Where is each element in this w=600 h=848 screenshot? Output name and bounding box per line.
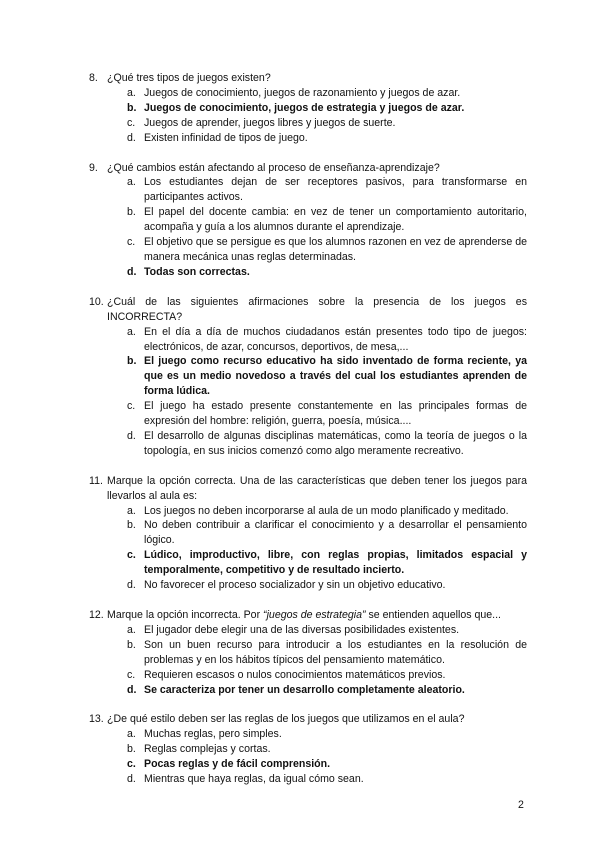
option-letter: d. <box>127 131 136 144</box>
option-c <box>89 235 527 265</box>
question-text: ¿Qué tres tipos de juegos existen? <box>107 72 271 84</box>
option-list <box>89 325 527 459</box>
option-a <box>89 325 527 355</box>
option-text: Los juegos no deben incorporarse al aula de un modo planificado y meditado. <box>144 504 509 517</box>
option-list <box>89 175 527 279</box>
option-a <box>89 727 527 742</box>
option-text: Los estudiantes dejan de ser receptores pasivos, para transformarse en participantes activos. <box>144 176 527 204</box>
option-letter: d. <box>127 683 137 696</box>
option-list <box>89 623 527 698</box>
question-number: 10. <box>89 295 104 308</box>
question-text: ¿Qué cambios están afectando al proceso de enseñanza-aprendizaje? <box>107 161 440 174</box>
option-letter: d. <box>127 265 137 278</box>
question-number: 9. <box>89 161 98 174</box>
option-text: Mientras que haya reglas, da igual cómo sean. <box>144 773 364 786</box>
question-text-start: Marque la opción incorrecta. Por <box>107 609 264 621</box>
option-b <box>89 205 527 235</box>
question-number: 13. <box>89 713 104 726</box>
option-letter: c. <box>127 549 136 562</box>
option-d <box>89 131 527 146</box>
option-c-correct <box>89 757 527 772</box>
option-d <box>89 578 527 593</box>
option-d-correct <box>89 683 527 698</box>
option-letter: d. <box>127 579 136 592</box>
question-9 <box>89 161 527 280</box>
option-letter: a. <box>127 325 136 338</box>
option-text: Juegos de conocimiento, juegos de razonamiento y juegos de azar. <box>144 86 461 99</box>
option-letter: d. <box>127 429 136 442</box>
option-text: Lúdico, improductivo, libre, con reglas propias, limitados espacial y temporalmente, competitivo y de resultado incierto. <box>144 549 527 577</box>
option-letter: c. <box>127 116 136 129</box>
option-a <box>89 86 527 101</box>
question-8 <box>89 71 527 146</box>
option-text: Juegos de conocimiento, juegos de estrategia y juegos de azar. <box>144 101 465 114</box>
option-letter: b. <box>127 206 136 219</box>
option-letter: a. <box>127 504 136 517</box>
question-number: 8. <box>89 72 98 84</box>
option-d <box>89 429 527 459</box>
option-text: No deben contribuir a clarificar el conocimiento y a desarrollar el pensamiento lógico. <box>144 519 527 547</box>
question-number: 12. <box>89 609 104 621</box>
option-a <box>89 504 527 519</box>
option-text: El juego ha estado presente constantemente en las principales formas de expresión del hombre: religión, guerra, poesía, música.... <box>144 400 527 428</box>
option-text: Pocas reglas y de fácil comprensión. <box>144 758 331 771</box>
option-text: El objetivo que se persigue es que los alumnos razonen en vez de aprenderse de manera mecánica unas reglas determinadas. <box>144 236 527 263</box>
option-letter: a. <box>127 86 136 99</box>
option-letter: b. <box>127 101 137 114</box>
question-number: 11. <box>89 474 103 487</box>
option-text: El desarrollo de algunas disciplinas matemáticas, como la teoría de juegos o la topología, en sus inicios comenzó como algo meramente recreativo. <box>144 429 527 457</box>
option-b <box>89 638 527 668</box>
option-letter: c. <box>127 668 136 681</box>
option-d <box>89 772 527 787</box>
option-text: El papel del docente cambia: en vez de tener un comportamiento autoritario, acompaña y guía a los alumnos durante el aprendizaje. <box>144 206 527 234</box>
option-b <box>89 518 527 548</box>
question-11 <box>89 474 527 593</box>
option-list <box>89 727 527 787</box>
option-text: Se caracteriza por tener un desarrollo completamente aleatorio. <box>144 683 465 696</box>
question-10 <box>89 295 527 459</box>
question-text: ¿Cuál de las siguientes afirmaciones sobre la presencia de los juegos es INCORRECTA? <box>107 295 527 323</box>
option-text: No favorecer el proceso socializador y sin un objetivo educativo. <box>144 579 446 592</box>
option-b-correct <box>89 354 527 399</box>
option-list <box>89 504 527 593</box>
option-c <box>89 668 527 683</box>
option-d-correct <box>89 265 527 280</box>
option-letter: b. <box>127 355 137 368</box>
option-letter: d. <box>127 773 136 786</box>
option-c-correct <box>89 548 527 578</box>
option-letter: b. <box>127 638 136 651</box>
question-text: Marque la opción correcta. Una de las características que deben tener los juegos para llevarlos al aula es: <box>107 474 527 502</box>
option-c <box>89 399 527 429</box>
option-c <box>89 116 527 131</box>
option-letter: b. <box>127 519 136 532</box>
option-letter: b. <box>127 743 136 756</box>
option-text: El juego como recurso educativo ha sido inventado de forma reciente, ya que es un medio novedoso a través del cual los estudiantes aprenden de forma lúdica. <box>144 355 527 398</box>
question-text-end: se entienden aquellos que... <box>365 609 501 621</box>
option-letter: c. <box>127 400 136 413</box>
option-letter: c. <box>127 236 136 249</box>
option-letter: a. <box>127 728 136 741</box>
option-list <box>89 86 527 146</box>
option-text: Requieren escasos o nulos conocimientos matemáticos previos. <box>144 668 446 681</box>
option-a <box>89 623 527 638</box>
question-text: ¿De qué estilo deben ser las reglas de los juegos que utilizamos en el aula? <box>107 713 465 726</box>
option-b <box>89 742 527 757</box>
question-list <box>89 71 527 802</box>
option-text: En el día a día de muchos ciudadanos están presentes todo tipo de juegos: electrónicos, de azar, concursos, deportivos, de mesa,... <box>144 325 527 353</box>
page-number: 2 <box>518 799 524 811</box>
option-a <box>89 175 527 205</box>
option-text: Son un buen recurso para introducir a los estudiantes en la resolución de problemas y en los hábitos típicos del pensamiento matemático. <box>144 638 527 666</box>
option-text: Muchas reglas, pero simples. <box>144 728 282 741</box>
option-letter: a. <box>127 623 136 636</box>
question-text <box>89 608 527 623</box>
option-letter: c. <box>127 758 136 771</box>
option-letter: a. <box>127 176 136 189</box>
option-b-correct <box>89 101 527 116</box>
option-text: Existen infinidad de tipos de juego. <box>144 131 308 144</box>
option-text: Todas son correctas. <box>144 265 250 278</box>
question-12 <box>89 608 527 697</box>
question-13 <box>89 712 527 787</box>
option-text: Juegos de aprender, juegos libres y juegos de suerte. <box>144 116 396 129</box>
option-text: Reglas complejas y cortas. <box>144 743 271 756</box>
option-text: El jugador debe elegir una de las diversas posibilidades existentes. <box>144 623 460 636</box>
question-text-emphasis: “juegos de estrategia” <box>263 609 366 621</box>
